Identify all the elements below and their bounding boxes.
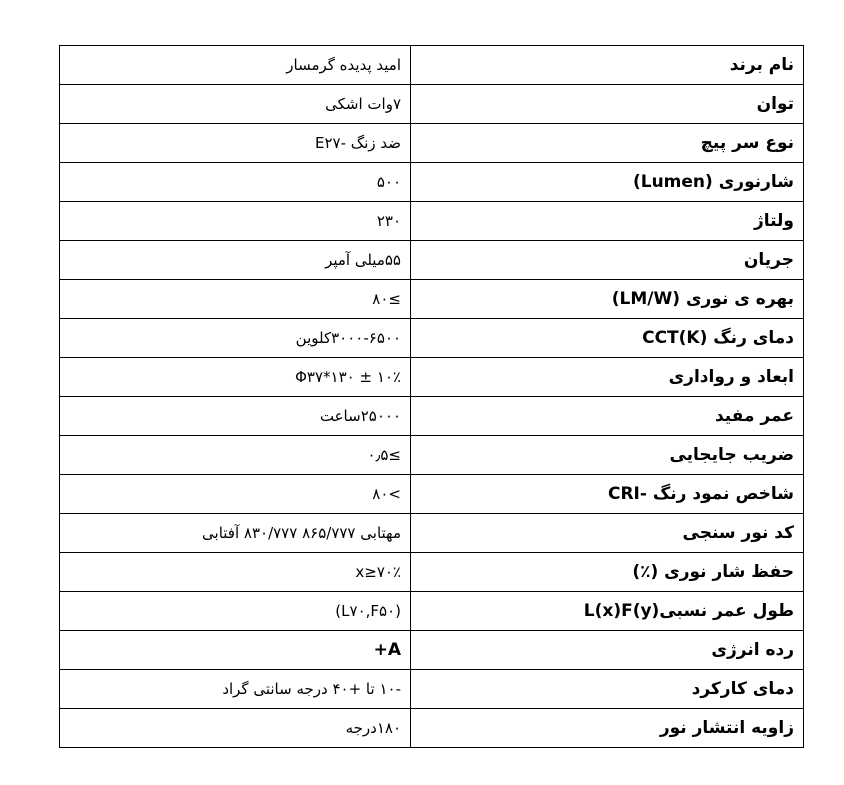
row-value: مهتابی ۸۶۵/۷۷۷ ۸۳۰/۷۷۷ آفتابی: [60, 514, 411, 553]
row-label: کد نور سنجی: [411, 514, 804, 553]
row-label: عمر مفید: [411, 397, 804, 436]
row-value: ۵۰۰: [60, 163, 411, 202]
table-row: [60, 397, 804, 436]
row-value: ۷وات اشکی: [60, 85, 411, 124]
row-value: ۳۰۰۰-۶۵۰۰کلوین: [60, 319, 411, 358]
table-row: [60, 202, 804, 241]
row-label: ضریب جایجایی: [411, 436, 804, 475]
row-label: نوع سر پیچ: [411, 124, 804, 163]
table-row: [60, 46, 804, 85]
spec-table: [59, 45, 804, 748]
table-row: [60, 319, 804, 358]
row-value: ≥۸۰: [60, 280, 411, 319]
row-value: A+: [60, 631, 411, 670]
table-row: [60, 592, 804, 631]
table-row: [60, 670, 804, 709]
row-value: ضد زنگ -E۲۷: [60, 124, 411, 163]
row-value: Φ۳۷*۱۳۰ ± ۱۰٪: [60, 358, 411, 397]
table-row: [60, 553, 804, 592]
row-label: بهره ی نوری (LM/W): [411, 280, 804, 319]
table-row: [60, 280, 804, 319]
row-value: ۲۵۰۰۰ساعت: [60, 397, 411, 436]
row-label: طول عمر نسبیL(x)F(y): [411, 592, 804, 631]
row-label: ولتاژ: [411, 202, 804, 241]
table-row: [60, 163, 804, 202]
row-value: x≥۷۰٪: [60, 553, 411, 592]
row-label: ابعاد و رواداری: [411, 358, 804, 397]
table-row: [60, 709, 804, 748]
row-label: شارنوری (Lumen): [411, 163, 804, 202]
row-label: رده انرژی: [411, 631, 804, 670]
table-row: [60, 124, 804, 163]
row-label: نام برند: [411, 46, 804, 85]
row-value: >۸۰: [60, 475, 411, 514]
table-row: [60, 514, 804, 553]
row-label: شاخص نمود رنگ -CRI: [411, 475, 804, 514]
row-value: (L۷۰,F۵۰): [60, 592, 411, 631]
row-value: ۲۳۰: [60, 202, 411, 241]
row-value: -۱۰ تا +۴۰ درجه سانتی گراد: [60, 670, 411, 709]
row-value: ≥۰٫۵: [60, 436, 411, 475]
row-value: امید پدیده گرمسار: [60, 46, 411, 85]
row-value: ۱۸۰درجه: [60, 709, 411, 748]
row-label: زاویه انتشار نور: [411, 709, 804, 748]
row-label: توان: [411, 85, 804, 124]
row-value: ۵۵میلی آمپر: [60, 241, 411, 280]
table-row: [60, 631, 804, 670]
table-row: [60, 358, 804, 397]
row-label: دمای کارکرد: [411, 670, 804, 709]
table-row: [60, 436, 804, 475]
table-row: [60, 241, 804, 280]
table-row: [60, 85, 804, 124]
table-row: [60, 475, 804, 514]
row-label: حفظ شار نوری (٪): [411, 553, 804, 592]
row-label: جریان: [411, 241, 804, 280]
row-label: دمای رنگ CCT(K): [411, 319, 804, 358]
